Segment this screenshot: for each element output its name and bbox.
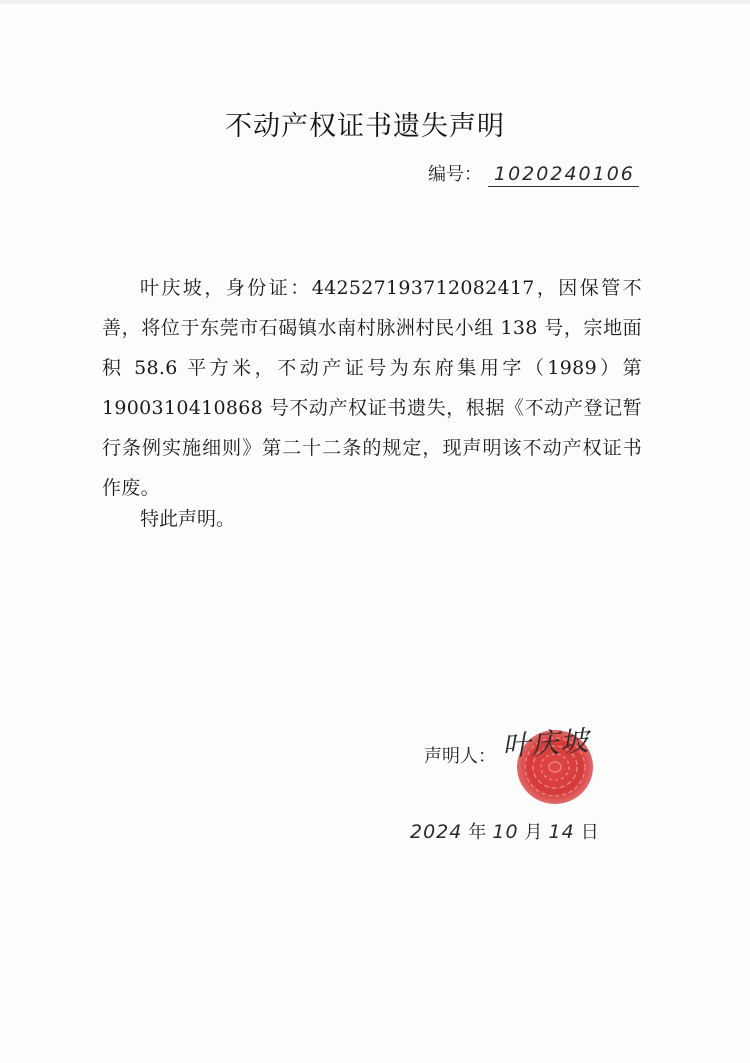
date-month: 10: [492, 821, 519, 843]
handwritten-date: [410, 818, 605, 844]
document-title: 不动产权证书遗失声明: [225, 111, 505, 142]
serial-number: [428, 160, 639, 187]
date-year-unit: 年: [468, 822, 487, 843]
declarant-label: 声明人：: [424, 746, 496, 767]
scan-edge: [0, 0, 750, 4]
date-day: 14: [548, 821, 575, 843]
closing-statement: 特此声明。: [140, 508, 236, 530]
declaration-body: 叶庆坡，身份证：442527193712082417，因保管不善，将位于东莞市石碣镇水南村脉洲村民小组 138 号，宗地面积 58.6 平方米，不动产证号为东府集用字（1989）第 1900310410868 号不动产权证书遗失，根据《不动产登记暂行条例实施细则》第二十二条的规定，现声明该不动产权证书作废。: [102, 277, 642, 499]
serial-value: 1020240106: [488, 163, 639, 187]
date-month-unit: 月: [524, 822, 543, 843]
serial-label: 编号：: [428, 164, 482, 185]
handwritten-signature: 叶庆坡: [501, 724, 591, 763]
date-year: 2024: [410, 821, 463, 843]
date-day-unit: 日: [580, 822, 599, 843]
